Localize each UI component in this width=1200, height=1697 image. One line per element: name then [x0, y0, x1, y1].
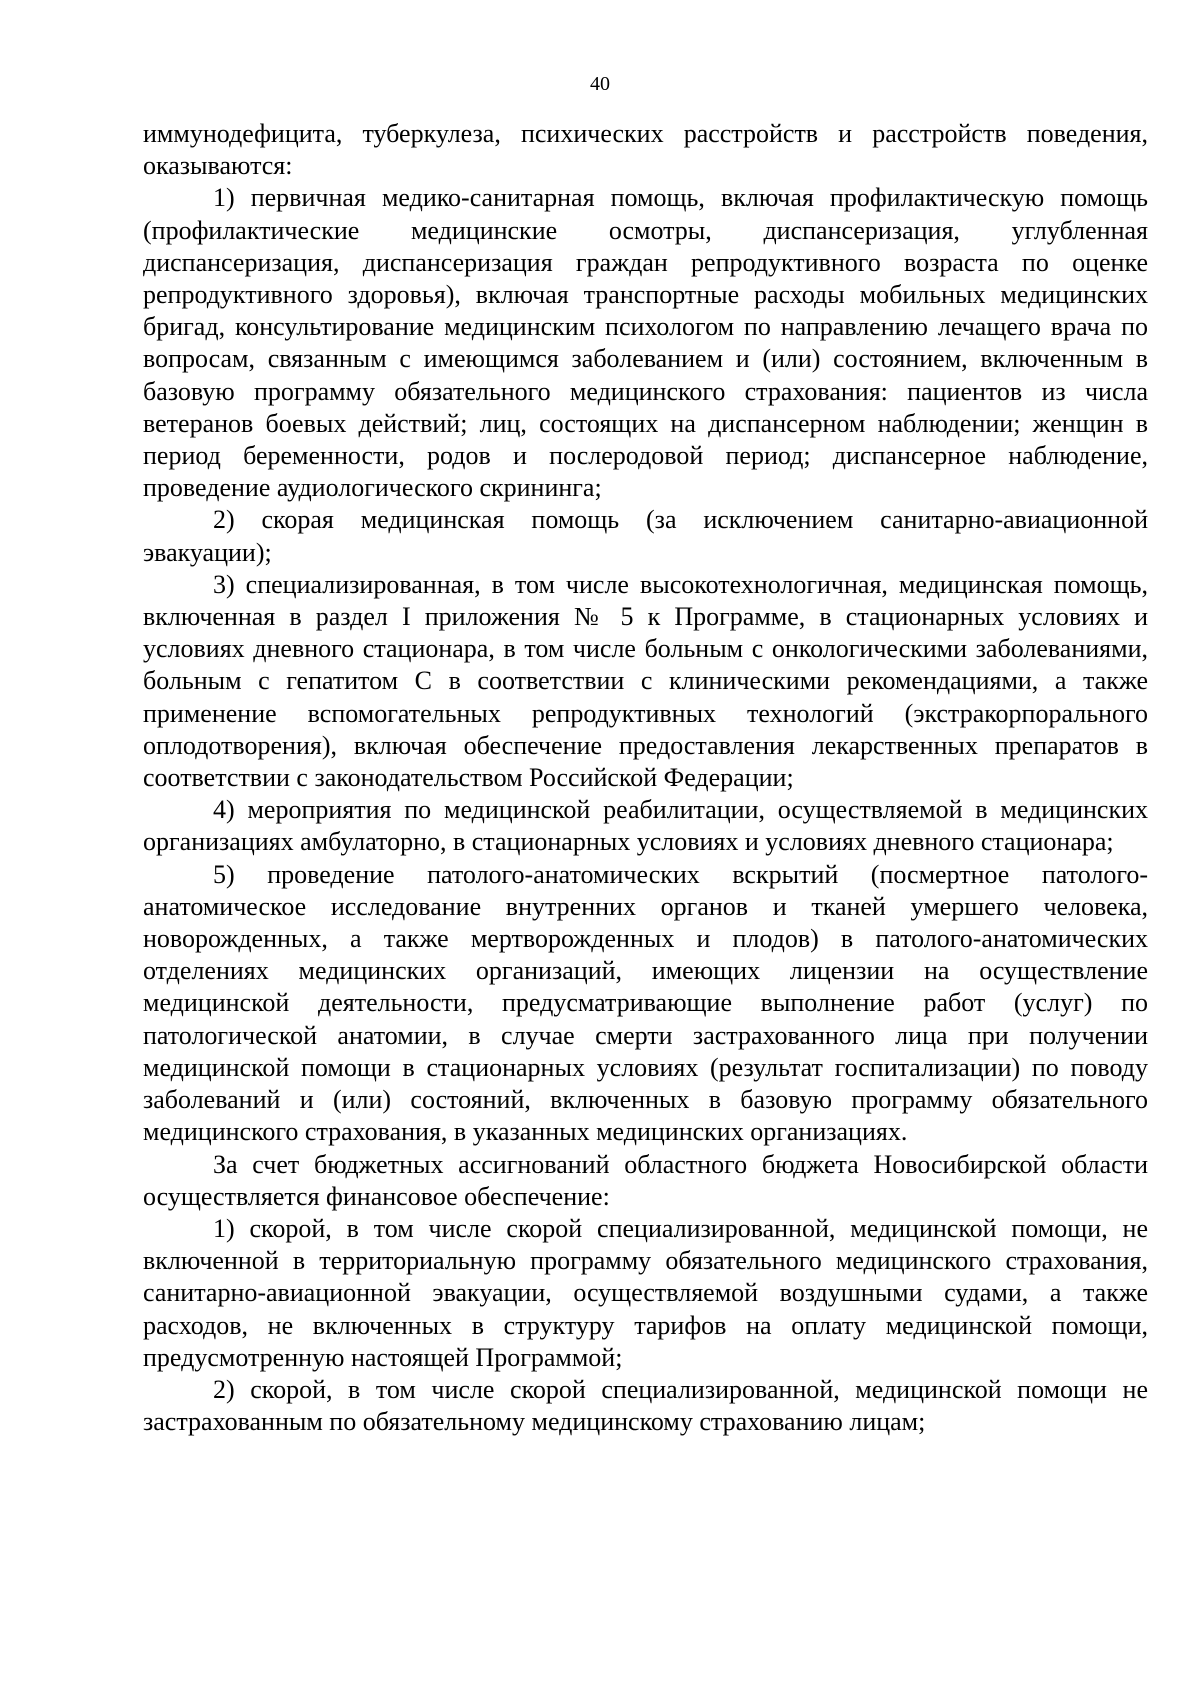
paragraph-regional-budget-intro: За счет бюджетных ассигнований областного бюджета Новосибирской области осуществляется финансовое обеспечение:	[143, 1149, 1148, 1211]
document-body	[143, 118, 1148, 1438]
paragraph-budget-item-1: 1) скорой, в том числе скорой специализированной, медицинской помощи, не включенной в территориальную программу обязательного медицинского страхования, санитарно-авиационной эвакуации, осуществляемой воздушными судами, а также расходов, не включенных в структуру тарифов на оплату медицинской помощи, предусмотренную настоящей Программой;	[143, 1213, 1148, 1372]
paragraph-item-5-autopsy: 5) проведение патолого-анатомических вскрытий (посмертное патолого-анатомическое исследование внутренних органов и тканей умершего человека, новорожденных, а также мертворожденных и плодов) в патолого-анатомических отделениях медицинских организаций, имеющих лицензии на осуществление медицинской деятельности, предусматривающие выполнение работ (услуг) по патологической анатомии, в случае смерти застрахованного лица при получении медицинской помощи в стационарных условиях (результат госпитализации) по поводу заболеваний и (или) состояний, включенных в базовую программу обязательного медицинского страхования, в указанных медицинских организациях.	[143, 859, 1148, 1147]
paragraph-item-1-primary-care: 1) первичная медико-санитарная помощь, включая профилактическую помощь (профилактические медицинские осмотры, диспансеризация, углубленная диспансеризация, диспансеризация граждан репродуктивного возраста по оценке репродуктивного здоровья), включая транспортные расходы мобильных медицинских бригад, консультирование медицинским психологом по направлению лечащего врача по вопросам, связанным с имеющимся заболеванием и (или) состоянием, включенным в базовую программу обязательного медицинского страхования: пациентов из числа ветеранов боевых действий; лиц, состоящих на диспансерном наблюдении; женщин в период беременности, родов и послеродовой период; диспансерное наблюдение, проведение аудиологического скрининга;	[143, 183, 1148, 503]
paragraph-item-4-rehabilitation: 4) мероприятия по медицинской реабилитации, осуществляемой в медицинских организациях амбулаторно, в стационарных условиях и условиях дневного стационара;	[143, 795, 1148, 857]
paragraph-budget-item-2: 2) скорой, в том числе скорой специализированной, медицинской помощи не застрахованным по обязательному медицинскому страхованию лицам;	[143, 1374, 1148, 1437]
paragraph-continuation: иммунодефицита, туберкулеза, психических расстройств и расстройств поведения, оказываются:	[143, 119, 1148, 181]
paragraph-item-2-emergency-care: 2) скорая медицинская помощь (за исключением санитарно-авиационной эвакуации);	[143, 505, 1148, 567]
paragraph-item-3-specialized-care: 3) специализированная, в том числе высокотехнологичная, медицинская помощь, включенная в раздел I приложения № 5 к Программе, в стационарных условиях и условиях дневного стационара, в том числе больным с онкологическими заболеваниями, больным с гепатитом С в соответствии с клиническими рекомендациями, а также применение вспомогательных репродуктивных технологий (экстракорпорального оплодотворения), включая обеспечение предоставления лекарственных препаратов в соответствии с законодательством Российской Федерации;	[143, 569, 1148, 793]
page-number: 40	[590, 73, 610, 95]
